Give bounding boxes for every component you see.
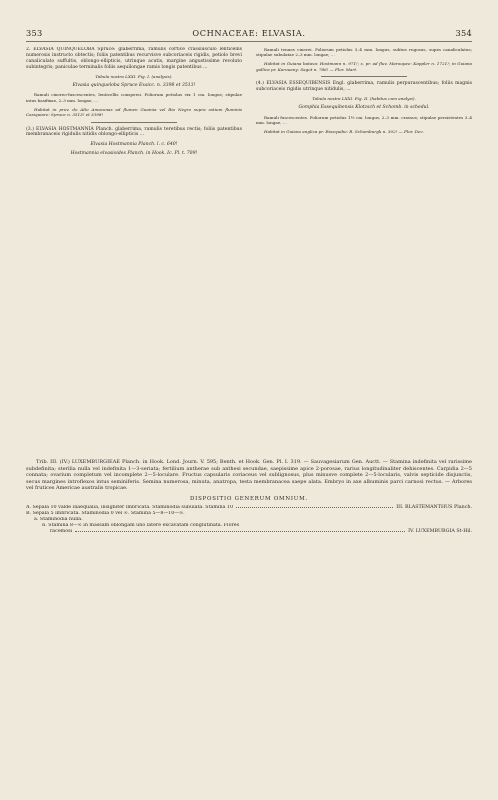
figure-reference: Tabula nostra LXXI. Fig. I. (analysis).: [95, 74, 173, 80]
page-number-right: 354: [455, 28, 472, 38]
species-details: Ramuli cinereo-fuscescentes, lenticellis conspersi. Foliorum petiolus vix 1 cm. longus; stipulae intus basifixae, 2–3 mm. longae, ...: [26, 92, 242, 103]
key-entry-text: B. Sepala 5 imbricata. Staminodia 0 vel ∞. Stamina 5—8—10—∞.: [26, 511, 185, 517]
synonym-citation: Hostmannia elvasioides Planch. in Hook. Ic. Pl. t. 709!: [70, 151, 198, 157]
running-title: OCHNACEAE: ELVASIA.: [192, 28, 306, 38]
key-entry: [26, 523, 472, 529]
species-description: 2. ELVASIA QUINQUELOBA Spruce: glaberrima, ramulis cortice crassiusculo lenticellis numerosis instructo obtectis; foliis patentibus recurvisve subcoriaceis rigidis, petiolo brevi canaliculato suffultis, oblongo-ellipticis, utrinque acutis, margine angustissime revoluto subintegris; paniculae terminalis foliis aequilongae ramis longis patentibus ...: [26, 47, 242, 70]
running-head: [26, 28, 472, 42]
species-details: Ramuli fuscescentes. Foliorum petiolus 1½ cm. longus, 2–3 mm. crassus; stipulae persistentes 3–4 mm. longae, ...: [256, 114, 472, 126]
key-entry: [26, 529, 472, 535]
leader-dots: [75, 531, 405, 532]
generic-key: [26, 505, 472, 535]
left-column: [26, 47, 242, 455]
synonym-citation: Gomphia Essequibensis Klotzsch et Schomb. in schedul.: [298, 105, 430, 111]
synonym-citation: Elvasia Hostmannia Planch. l. c. 640!: [90, 141, 178, 147]
section-divider: [321, 76, 407, 77]
synonym-citation: Elvasia quinqueloba Spruce Exsicc. n. 3398 et 3513!: [72, 83, 196, 89]
page-number-left: 353: [26, 28, 43, 38]
two-column-body: [26, 47, 472, 455]
species-description: (4.) ELVASIA ESSEQUIBENSIS Engl. glaberrima, ramulis perpurascentibus; foliis magnis subcoriaceis rigidis utrinque nitidulis, ...: [256, 81, 472, 93]
habitat-note: Habitat in Guiana batava: Hostmann n. 971!; s. pr. ad fluv. Maroupee: Kappler n. 1721!; in Guiana gallica pr. Karouany: Sagot n. 786! — Flor. Mart.: [256, 61, 472, 72]
key-entry-text: racemosi: [50, 529, 73, 535]
habitat-note: Habitat in prov. do Alto Amazonas ad flumen Guainia vel Rio Negro supra ostium fluminis Casiquiare: Spruce n. 3513! et 3398!: [26, 106, 242, 118]
full-width-section: [26, 459, 472, 535]
key-genus-name: III. BLASTEMANTHUS Planch.: [396, 505, 472, 510]
key-genus-name: IV. LUXEMBURGIA St-Hil.: [408, 529, 472, 535]
dispositio-heading: DISPOSITIO GENERUM OMNIUM.: [190, 495, 308, 502]
tribe-description: Trib. III. (IV.) LUXEMBURGIEAE Planch. in Hook. Lond. Journ. V. 595; Benth. et Hook. Gen. Pl. I. 319. — Sauvagesiarum Gen. Auctt. — Stamina indefinita vel rarissime subdefinita; sterilia nulla vel indefinita 1—3-seriata; fertilium antherae sub anthesi secundae, saepissime apice 2-porosae, rarius longitudinaliter dehiscentes. Carpidia 2—5 connata; ovarium completum vel incomplete 2—5-loculare. Fructus capsularis coriaceus vel sublignosus, plus minusve complete 2—5-locularis, valvis septicide disjunctis, secus margines introflexos intus seminiferis. Semina numerosa, minuta, anatropa, testa membranacea saepe alata. Embryo in axe albuminis parci carnosi rectus. — Arbores vel frutices Americae australis tropicae.: [26, 459, 472, 491]
key-entry-text: a. Staminodia nulla.: [34, 517, 83, 523]
leader-dots: [236, 507, 393, 508]
right-column: [256, 47, 472, 455]
species-description: (3.) ELVASIA HOSTMANNIA Planch. glaberrima, ramulis teretibus rectis; foliis patentibus membranaceis rigidulis nitidis oblongo-ellipticis ...: [26, 126, 242, 138]
key-entry-text: α. Stamina 8—∞ in massam oblongam uno latere excavatam conglutinata. Flores: [42, 523, 240, 529]
species-details: Ramuli tenues cinerei. Foliorum petiolus 3–4 mm. longus, subtus rugosus, supra canaliculatus; stipulae subulatae 2–3 mm. longae; ...: [256, 47, 472, 58]
habitat-note: Habitat in Guiana anglica pr. Essequibo: R. Schomburgk n. 302! — Flor. Dec.: [264, 129, 425, 135]
section-divider: [91, 122, 177, 123]
figure-reference: Tabula nostra LXXI. Fig. II. (habitus cum analysi).: [312, 96, 416, 102]
key-entry-text: A. Sepala 10 valde inaequalia, insigniter imbricata. Staminodia subulata. Stamina 10: [26, 505, 234, 510]
